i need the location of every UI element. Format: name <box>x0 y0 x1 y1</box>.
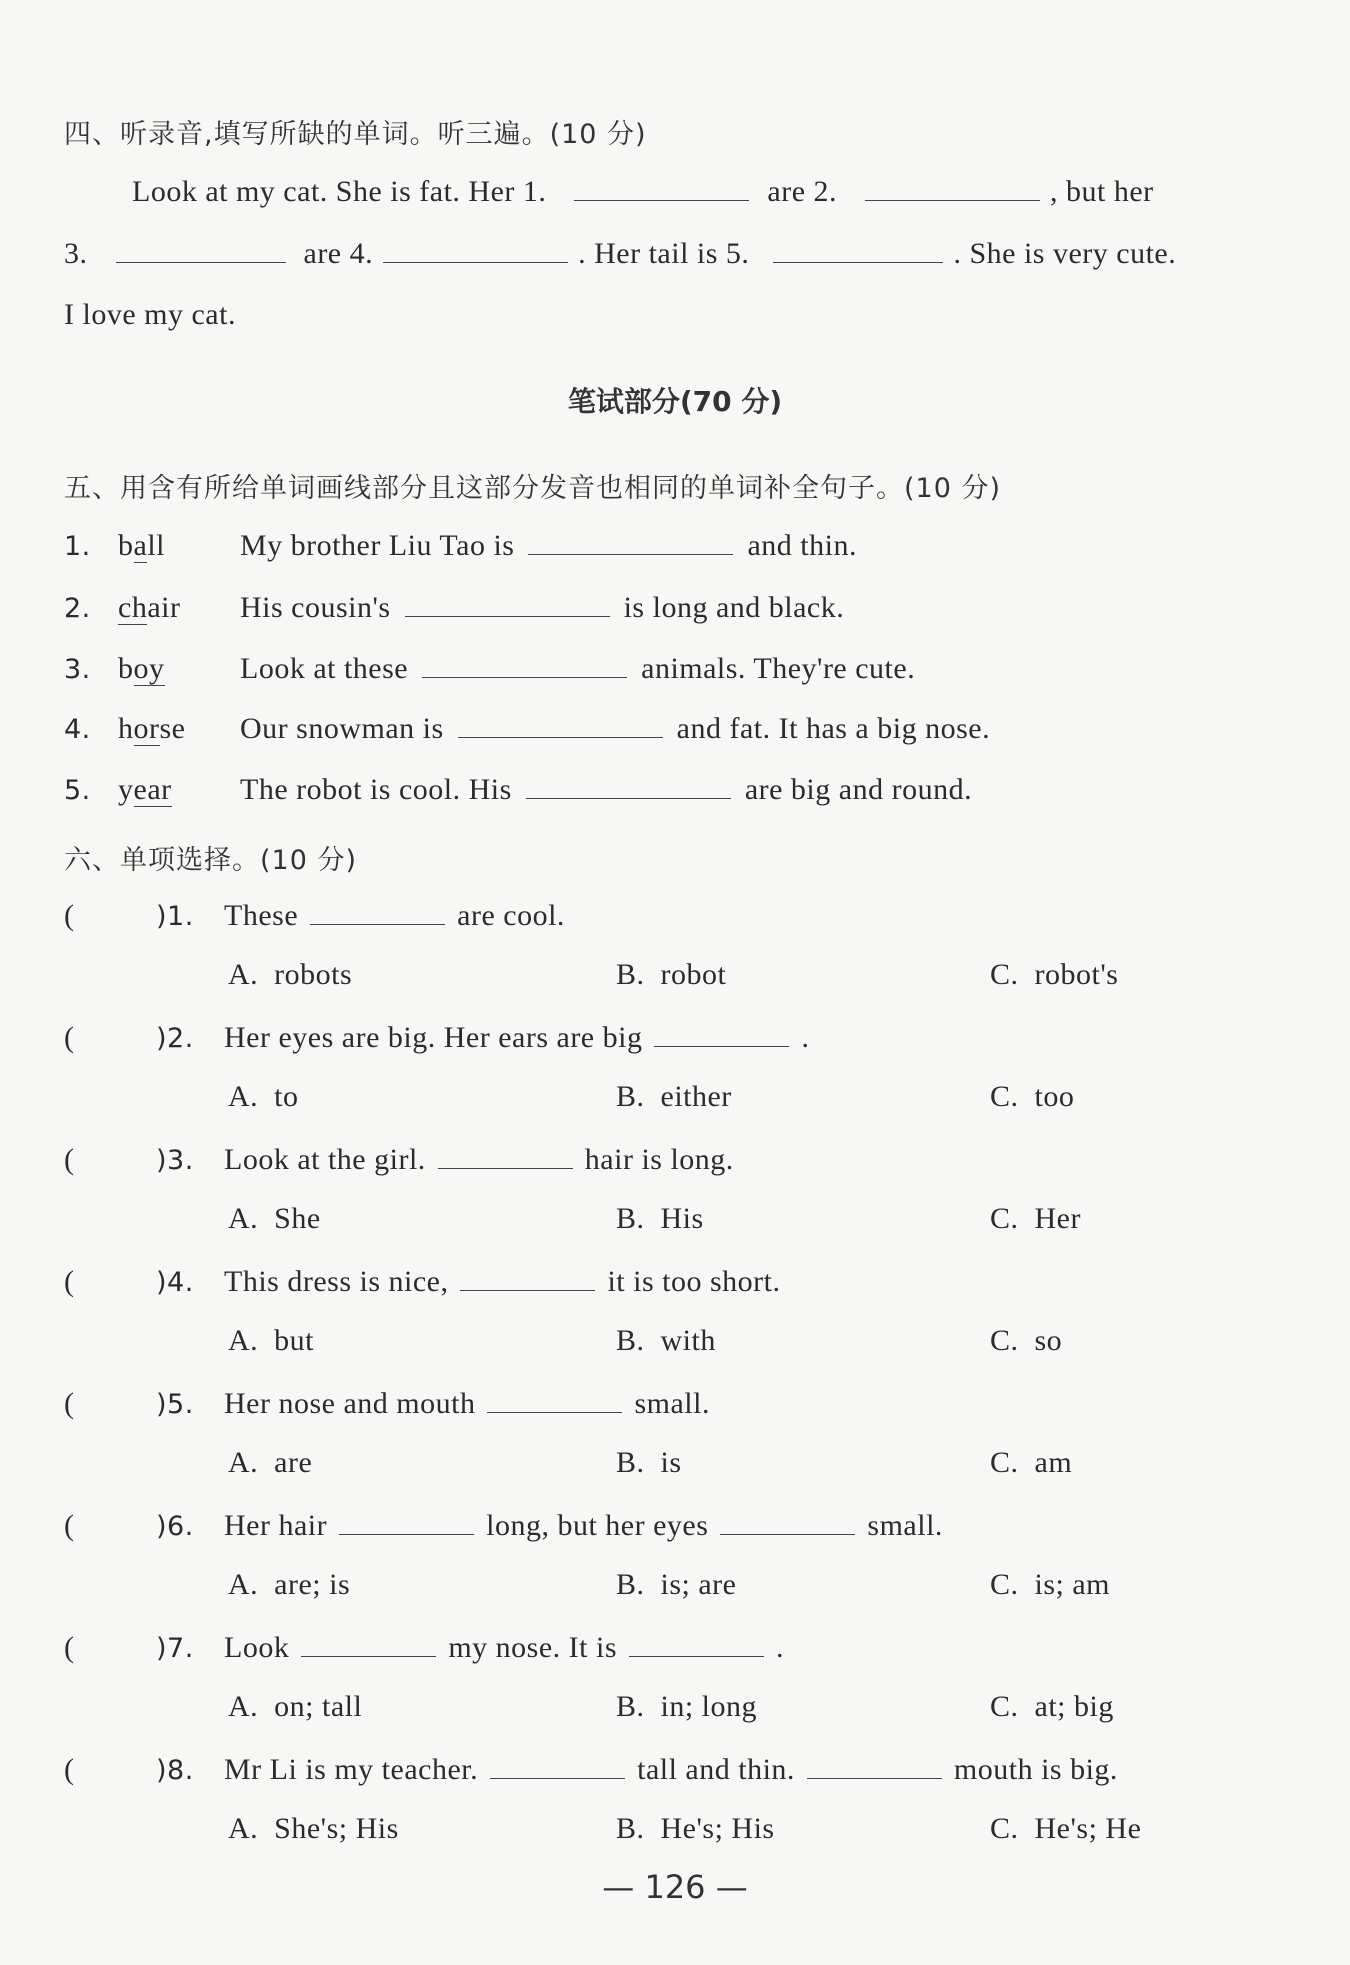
question-row <box>64 1630 784 1665</box>
answer-blank[interactable] <box>654 1020 789 1047</box>
key-word-pre: h <box>118 712 134 745</box>
question-number: )5. <box>156 1389 194 1420</box>
answer-blank[interactable] <box>422 651 627 678</box>
key-word-post: se <box>159 712 186 745</box>
question-row <box>64 1264 780 1299</box>
answer-blank-1[interactable] <box>574 174 749 201</box>
answer-blank[interactable] <box>526 772 731 799</box>
question-number: )3. <box>156 1145 194 1176</box>
question-number: )7. <box>156 1633 194 1664</box>
answer-blank-5[interactable] <box>773 236 943 263</box>
question-row <box>64 1386 710 1421</box>
question-row <box>64 898 565 933</box>
answer-paren[interactable]: ( <box>64 1265 75 1298</box>
answer-paren[interactable]: ( <box>64 1021 75 1054</box>
sentence-before: Look at these <box>240 652 409 685</box>
section4-line1-a: Look at my cat. She is fat. Her 1. <box>132 175 547 208</box>
sentence-after: and thin. <box>747 529 857 562</box>
answer-blank[interactable] <box>720 1508 855 1535</box>
question-text: Her nose and mouth <box>224 1387 476 1420</box>
question-text: Her eyes are big. Her ears are big <box>224 1021 643 1054</box>
option-a[interactable]: A. on; tall <box>228 1690 363 1723</box>
question-text: . <box>801 1021 810 1054</box>
written-part-title: 笔试部分(70 分) <box>567 385 783 418</box>
sentence-before: His cousin's <box>240 591 391 624</box>
option-a[interactable]: A. are; is <box>228 1568 351 1601</box>
question-number: )2. <box>156 1023 194 1054</box>
answer-blank[interactable] <box>528 528 733 555</box>
section4-line2-b: are 4. <box>303 237 374 270</box>
option-c[interactable]: C. He's; He <box>990 1812 1142 1845</box>
key-word <box>118 652 240 686</box>
answer-blank[interactable] <box>807 1752 942 1779</box>
section4-line2-a: 3. <box>64 237 88 270</box>
answer-blank-4[interactable] <box>383 236 568 263</box>
option-b[interactable]: B. robot <box>616 958 727 991</box>
question-row <box>64 1020 809 1055</box>
question-text: are cool. <box>457 899 565 932</box>
key-word-post: ll <box>147 529 165 562</box>
answer-blank[interactable] <box>458 711 663 738</box>
sentence-before: My brother Liu Tao is <box>240 529 515 562</box>
answer-paren[interactable]: ( <box>64 1753 75 1786</box>
answer-blank[interactable] <box>460 1264 595 1291</box>
option-a[interactable]: A. robots <box>228 958 353 991</box>
option-c[interactable]: C. too <box>990 1080 1075 1113</box>
answer-paren[interactable]: ( <box>64 1631 75 1664</box>
question-row <box>64 1142 734 1177</box>
answer-blank-3[interactable] <box>116 236 286 263</box>
option-c[interactable]: C. Her <box>990 1202 1081 1235</box>
option-b[interactable]: B. in; long <box>616 1690 758 1723</box>
key-word-underlined: oy <box>133 652 165 685</box>
option-b[interactable]: B. His <box>616 1202 704 1235</box>
question-text: Mr Li is my teacher. <box>224 1753 479 1786</box>
key-word <box>118 773 240 807</box>
answer-blank[interactable] <box>487 1386 622 1413</box>
section5-item <box>64 711 990 746</box>
section4-heading: 四、听录音,填写所缺的单词。听三遍。(10 分) <box>64 119 647 150</box>
option-c[interactable]: C. am <box>990 1446 1073 1479</box>
answer-paren[interactable]: ( <box>64 1509 75 1542</box>
section6-heading: 六、单项选择。(10 分) <box>64 845 358 876</box>
answer-blank[interactable] <box>301 1630 436 1657</box>
option-b[interactable]: B. He's; His <box>616 1812 775 1845</box>
key-word-pre: y <box>118 773 134 806</box>
answer-blank[interactable] <box>339 1508 474 1535</box>
sentence-after: and fat. It has a big nose. <box>676 712 991 745</box>
answer-blank-2[interactable] <box>865 174 1040 201</box>
option-b[interactable]: B. is; are <box>616 1568 737 1601</box>
question-text: This dress is nice, <box>224 1265 449 1298</box>
item-number: 4. <box>64 714 91 745</box>
question-number: )8. <box>156 1755 194 1786</box>
key-word <box>118 591 240 625</box>
sentence-before: The robot is cool. His <box>240 773 512 806</box>
option-b[interactable]: B. is <box>616 1446 682 1479</box>
question-number: )4. <box>156 1267 194 1298</box>
key-word-pre: b <box>118 652 134 685</box>
section5-heading: 五、用含有所给单词画线部分且这部分发音也相同的单词补全句子。(10 分) <box>64 473 1002 504</box>
section5-item <box>64 528 857 563</box>
question-text: it is too short. <box>607 1265 781 1298</box>
answer-paren[interactable]: ( <box>64 899 75 932</box>
key-word-post: air <box>147 591 181 624</box>
question-text: Look at the girl. <box>224 1143 426 1176</box>
answer-paren[interactable]: ( <box>64 1143 75 1176</box>
item-number: 1. <box>64 531 91 562</box>
question-text: small. <box>634 1387 710 1420</box>
item-number: 5. <box>64 775 91 806</box>
answer-blank[interactable] <box>438 1142 573 1169</box>
question-text: long, but her eyes <box>486 1509 709 1542</box>
answer-blank[interactable] <box>405 590 610 617</box>
section4-line1-c: , but her <box>1050 175 1154 208</box>
option-c[interactable]: C. so <box>990 1324 1063 1357</box>
option-a[interactable]: A. but <box>228 1324 314 1357</box>
question-text: small. <box>867 1509 943 1542</box>
question-text: . <box>776 1631 784 1664</box>
section5-item <box>64 590 844 625</box>
item-number: 3. <box>64 654 91 685</box>
option-a[interactable]: A. are <box>228 1446 313 1479</box>
section4-line3: I love my cat. <box>64 298 236 331</box>
question-number: )1. <box>156 901 194 932</box>
option-c[interactable]: C. robot's <box>990 958 1119 991</box>
option-a[interactable]: A. to <box>228 1080 299 1113</box>
option-c[interactable]: C. is; am <box>990 1568 1111 1601</box>
question-text: tall and thin. <box>637 1753 795 1786</box>
question-text: Look <box>224 1631 290 1664</box>
key-word-underlined: ear <box>133 773 172 806</box>
key-word-underlined: ch <box>118 591 148 624</box>
option-a[interactable]: A. She's; His <box>228 1812 399 1845</box>
answer-blank[interactable] <box>629 1630 764 1657</box>
question-row <box>64 1752 1118 1787</box>
sentence-after: is long and black. <box>623 591 845 624</box>
answer-paren[interactable]: ( <box>64 1387 75 1420</box>
key-word <box>118 529 240 563</box>
section5-item <box>64 651 915 686</box>
question-number: )6. <box>156 1511 194 1542</box>
option-c[interactable]: C. at; big <box>990 1690 1114 1723</box>
question-row <box>64 1508 943 1543</box>
sentence-before: Our snowman is <box>240 712 444 745</box>
section5-item <box>64 772 972 807</box>
section4-line2-c: . Her tail is 5. <box>578 237 750 270</box>
question-text: Her hair <box>224 1509 328 1542</box>
key-word-underlined: a <box>133 529 148 562</box>
question-text: hair is long. <box>584 1143 734 1176</box>
question-text: These <box>224 899 299 932</box>
answer-blank[interactable] <box>310 898 445 925</box>
key-word <box>118 712 240 746</box>
section4-line2-d: . She is very cute. <box>953 237 1177 270</box>
sentence-after: animals. They're cute. <box>641 652 916 685</box>
question-text: mouth is big. <box>953 1753 1118 1786</box>
question-text: my nose. It is <box>448 1631 617 1664</box>
option-b[interactable]: B. either <box>616 1080 732 1113</box>
answer-blank[interactable] <box>490 1752 625 1779</box>
section4-line2 <box>64 236 1176 271</box>
section4-line1-b: are 2. <box>767 175 838 208</box>
page-number: — 126 — <box>602 1868 748 1906</box>
key-word-pre: b <box>118 529 134 562</box>
sentence-after: are big and round. <box>744 773 973 806</box>
item-number: 2. <box>64 593 91 624</box>
key-word-underlined: or <box>133 712 160 745</box>
section4-line1 <box>132 174 1154 209</box>
option-b[interactable]: B. with <box>616 1324 716 1357</box>
option-a[interactable]: A. She <box>228 1202 321 1235</box>
